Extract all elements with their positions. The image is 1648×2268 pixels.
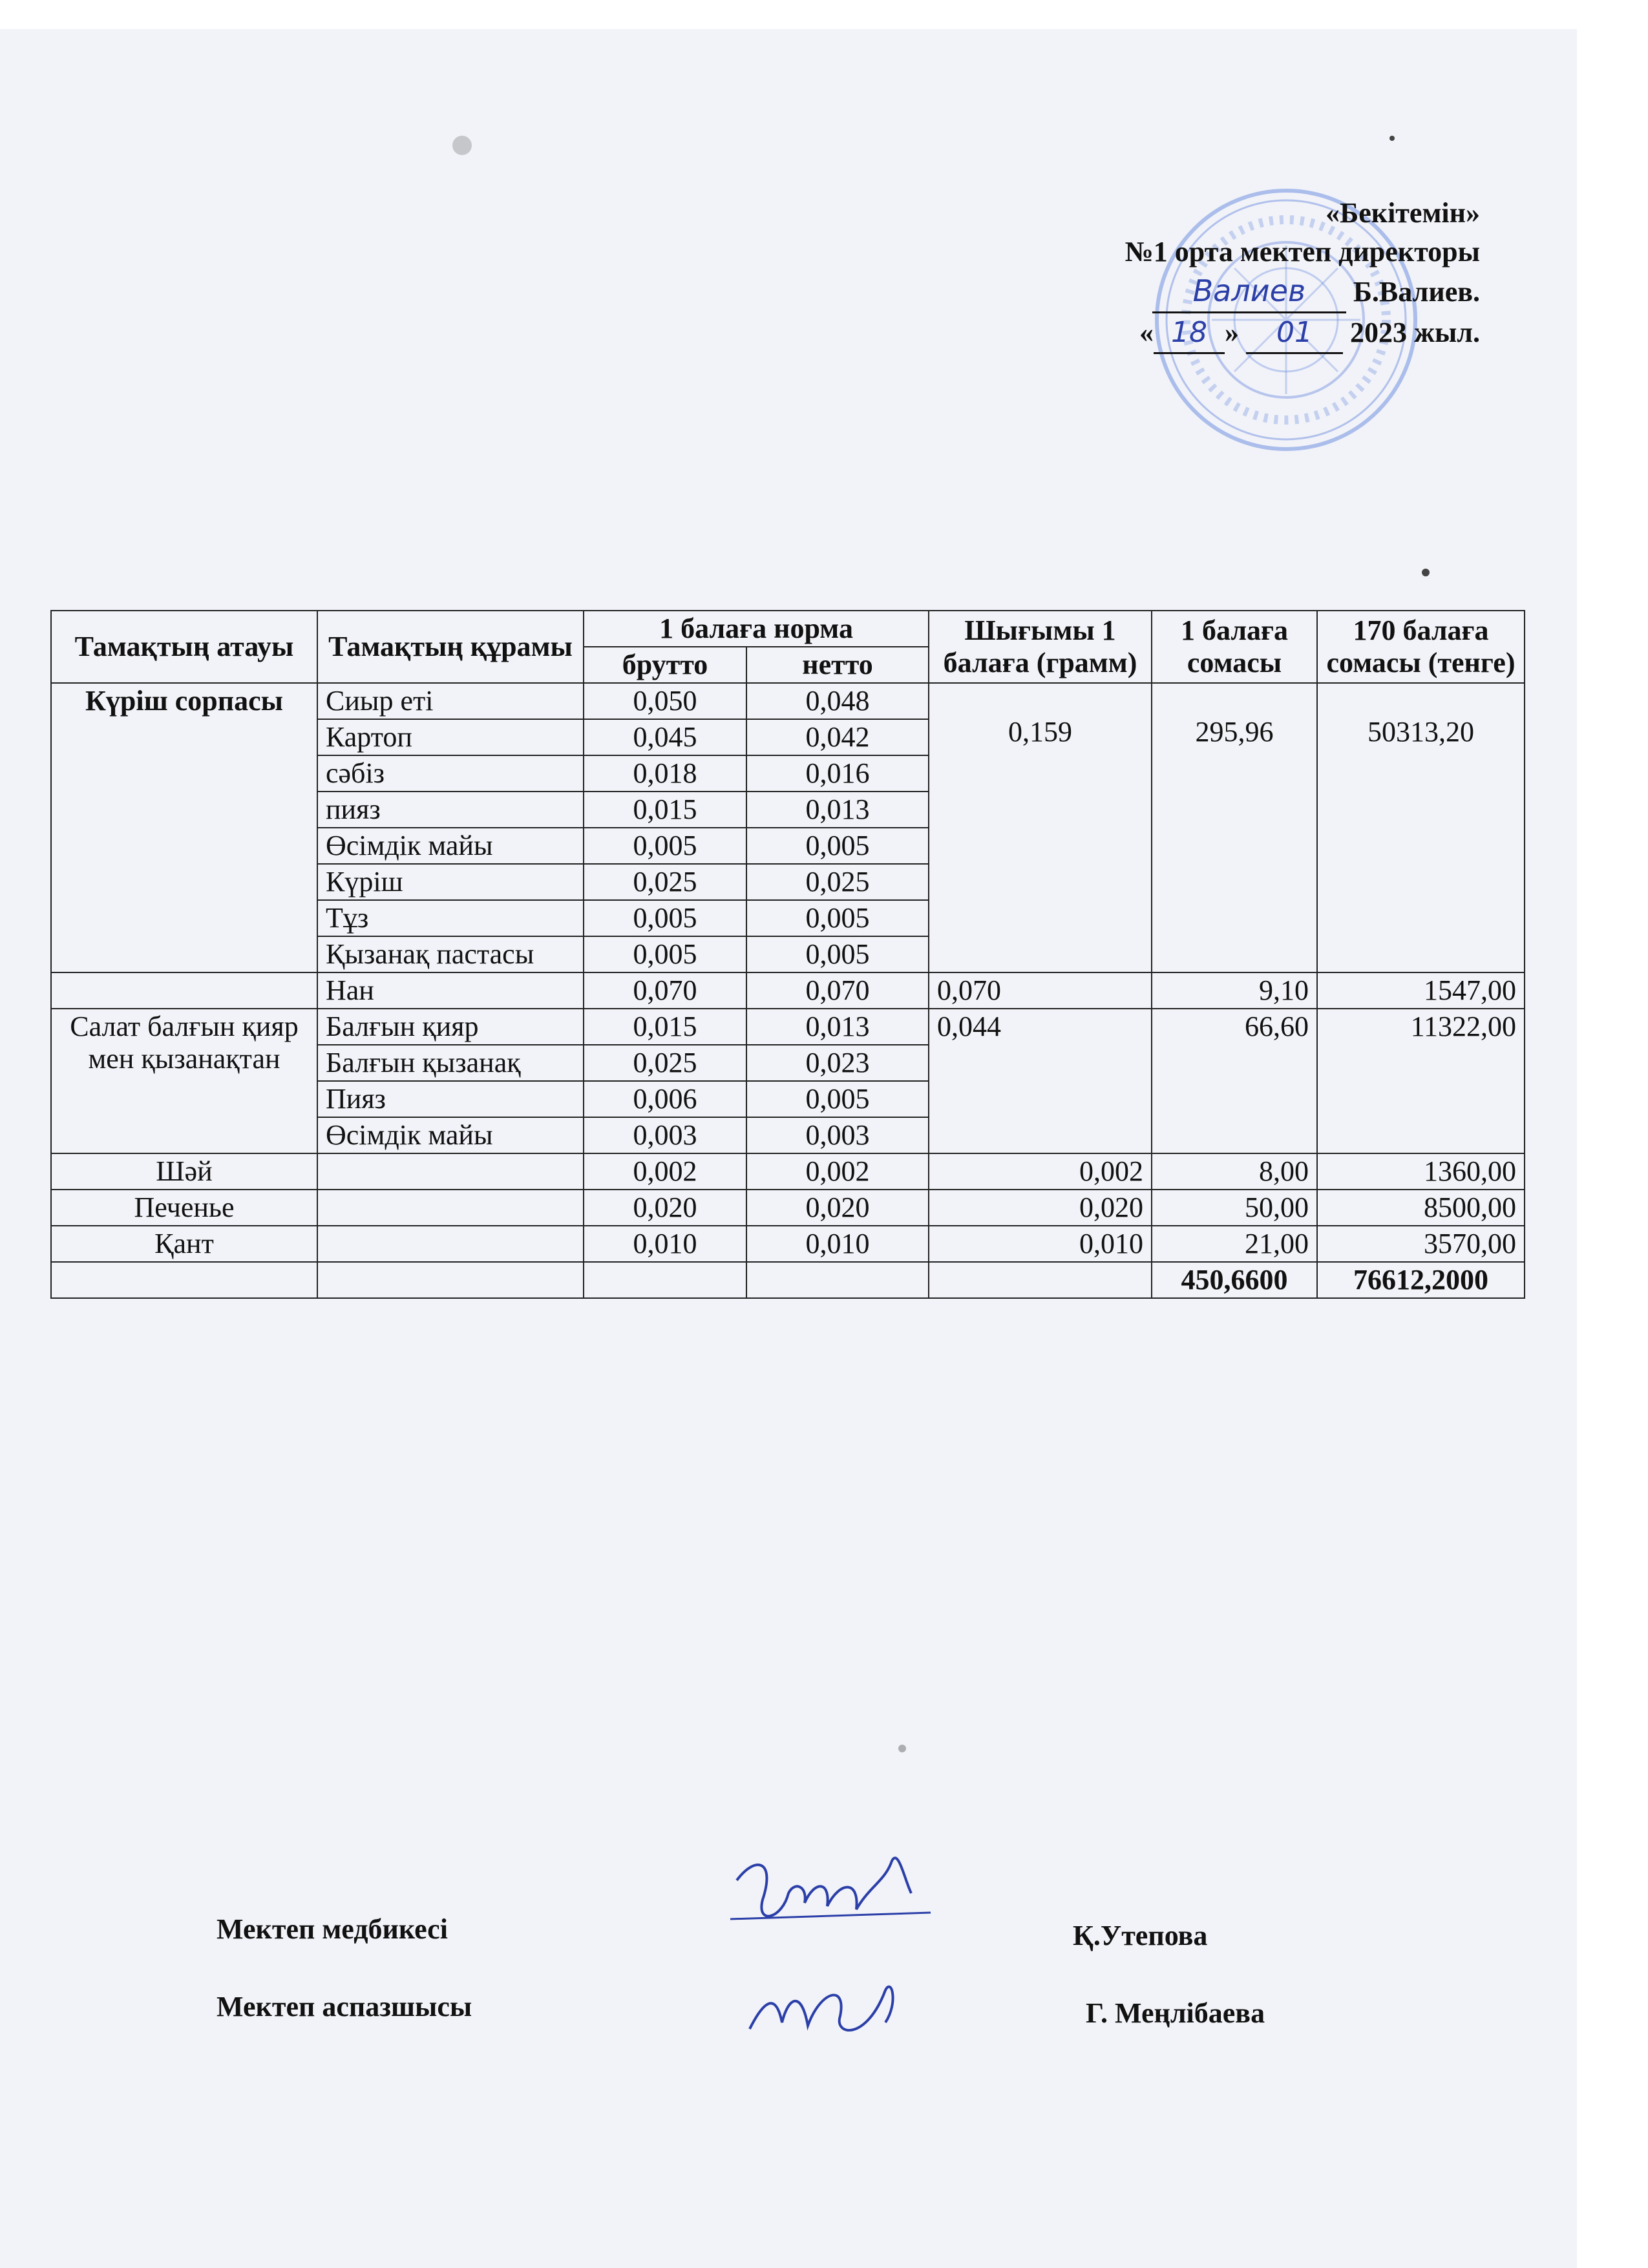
cost-170-value: 8500,00 <box>1317 1190 1525 1226</box>
brutto-value: 0,003 <box>584 1117 746 1153</box>
brutto-value: 0,045 <box>584 719 746 755</box>
brutto-value: 0,070 <box>584 972 746 1009</box>
ingredient: сәбіз <box>317 755 584 792</box>
table-row <box>51 1009 1525 1045</box>
netto-value: 0,013 <box>746 1009 929 1045</box>
dish-name: Шәй <box>51 1153 317 1190</box>
netto-value: 0,005 <box>746 828 929 864</box>
output-value: 0,070 <box>929 972 1152 1009</box>
netto-value: 0,070 <box>746 972 929 1009</box>
nurse-name: Қ.Утепова <box>1073 1920 1208 1951</box>
brutto-value: 0,006 <box>584 1081 746 1117</box>
ingredient: Пияз <box>317 1081 584 1117</box>
cost-one-value: 295,96 <box>1152 683 1317 972</box>
date-day: 18 <box>1171 316 1208 349</box>
netto-value: 0,042 <box>746 719 929 755</box>
ingredient: Күріш <box>317 864 584 900</box>
brutto-value: 0,010 <box>584 1226 746 1262</box>
total-cost-170: 76612,2000 <box>1317 1262 1525 1298</box>
netto-value: 0,020 <box>746 1190 929 1226</box>
brutto-value: 0,020 <box>584 1190 746 1226</box>
menu-table <box>50 610 1525 1299</box>
dish-name <box>51 972 317 1009</box>
table-row <box>51 1153 1525 1190</box>
ingredient: Сиыр еті <box>317 683 584 719</box>
output-value: 0,159 <box>929 683 1152 972</box>
approval-block <box>1125 194 1480 354</box>
cost-170-value: 11322,00 <box>1317 1009 1525 1153</box>
header-output: Шығымы 1 балаға (грамм) <box>929 611 1152 683</box>
total-cost-one: 450,6600 <box>1152 1262 1317 1298</box>
table-total-row <box>51 1262 1525 1298</box>
cost-one-value: 9,10 <box>1152 972 1317 1009</box>
table-row <box>51 1190 1525 1226</box>
ingredient <box>317 1226 584 1262</box>
header-cost-170: 170 балаға сомасы (тенге) <box>1317 611 1525 683</box>
dish-name: Печенье <box>51 1190 317 1226</box>
approval-date: « 18 » 01 2023 жыл. <box>1125 313 1480 354</box>
output-value: 0,010 <box>929 1226 1152 1262</box>
netto-value: 0,048 <box>746 683 929 719</box>
ingredient: Балғын қызанақ <box>317 1045 584 1081</box>
netto-value: 0,002 <box>746 1153 929 1190</box>
brutto-value: 0,005 <box>584 900 746 936</box>
speck <box>452 136 472 155</box>
approval-name: Б.Валиев. <box>1353 276 1480 308</box>
nurse-signature-icon <box>717 1842 950 1951</box>
cost-170-value: 3570,00 <box>1317 1226 1525 1262</box>
brutto-value: 0,015 <box>584 1009 746 1045</box>
brutto-value: 0,018 <box>584 755 746 792</box>
table-header-row <box>51 611 1525 647</box>
header-dish-name: Тамақтың атауы <box>51 611 317 683</box>
approval-signature-line <box>1125 271 1480 313</box>
approval-title: «Бекітемін» <box>1326 197 1480 229</box>
cook-role: Мектеп аспазшысы <box>217 1991 472 2022</box>
netto-value: 0,023 <box>746 1045 929 1081</box>
approval-position: №1 орта мектеп директоры <box>1125 236 1480 268</box>
cost-170-value: 1547,00 <box>1317 972 1525 1009</box>
brutto-value: 0,015 <box>584 792 746 828</box>
ingredient: Өсімдік майы <box>317 828 584 864</box>
dish-name: Салат балғын қияр мен қызанақтан <box>51 1009 317 1153</box>
ingredient: Тұз <box>317 900 584 936</box>
netto-value: 0,005 <box>746 900 929 936</box>
ingredient <box>317 1190 584 1226</box>
table-row <box>51 1226 1525 1262</box>
cost-one-value: 66,60 <box>1152 1009 1317 1153</box>
ingredient <box>317 1153 584 1190</box>
netto-value: 0,003 <box>746 1117 929 1153</box>
cost-170-value: 1360,00 <box>1317 1153 1525 1190</box>
ingredient: Нан <box>317 972 584 1009</box>
cost-170-value: 50313,20 <box>1317 683 1525 972</box>
netto-value: 0,016 <box>746 755 929 792</box>
speck <box>1389 136 1395 141</box>
brutto-value: 0,005 <box>584 936 746 972</box>
brutto-value: 0,025 <box>584 1045 746 1081</box>
output-value: 0,044 <box>929 1009 1152 1153</box>
ingredient: Өсімдік майы <box>317 1117 584 1153</box>
table-row <box>51 683 1525 719</box>
ingredient: Қызанақ пастасы <box>317 936 584 972</box>
date-year: 2023 жыл. <box>1350 317 1480 348</box>
header-netto: нетто <box>746 647 929 683</box>
dish-name: Қант <box>51 1226 317 1262</box>
output-value: 0,020 <box>929 1190 1152 1226</box>
page-margin <box>1577 29 1648 2268</box>
dish-name: Күріш сорпасы <box>51 683 317 972</box>
ingredient: Картоп <box>317 719 584 755</box>
header-composition: Тамақтың құрамы <box>317 611 584 683</box>
nurse-role: Мектеп медбикесі <box>217 1913 448 1945</box>
cook-name: Г. Меңлібаева <box>1086 1997 1265 2029</box>
ingredient: пияз <box>317 792 584 828</box>
header-norm: 1 балаға норма <box>584 611 929 647</box>
speck <box>898 1745 906 1752</box>
cost-one-value: 21,00 <box>1152 1226 1317 1262</box>
brutto-value: 0,005 <box>584 828 746 864</box>
netto-value: 0,013 <box>746 792 929 828</box>
table-row <box>51 972 1525 1009</box>
brutto-value: 0,025 <box>584 864 746 900</box>
brutto-value: 0,050 <box>584 683 746 719</box>
output-value: 0,002 <box>929 1153 1152 1190</box>
speck <box>1422 569 1430 576</box>
brutto-value: 0,002 <box>584 1153 746 1190</box>
cost-one-value: 8,00 <box>1152 1153 1317 1190</box>
netto-value: 0,025 <box>746 864 929 900</box>
netto-value: 0,005 <box>746 936 929 972</box>
cook-signature-icon <box>737 1964 918 2055</box>
netto-value: 0,005 <box>746 1081 929 1117</box>
cost-one-value: 50,00 <box>1152 1190 1317 1226</box>
director-signature: Валиев <box>1152 271 1346 313</box>
ingredient: Балғын қияр <box>317 1009 584 1045</box>
header-cost-one: 1 балаға сомасы <box>1152 611 1317 683</box>
date-month: 01 <box>1276 316 1313 349</box>
header-brutto: брутто <box>584 647 746 683</box>
netto-value: 0,010 <box>746 1226 929 1262</box>
